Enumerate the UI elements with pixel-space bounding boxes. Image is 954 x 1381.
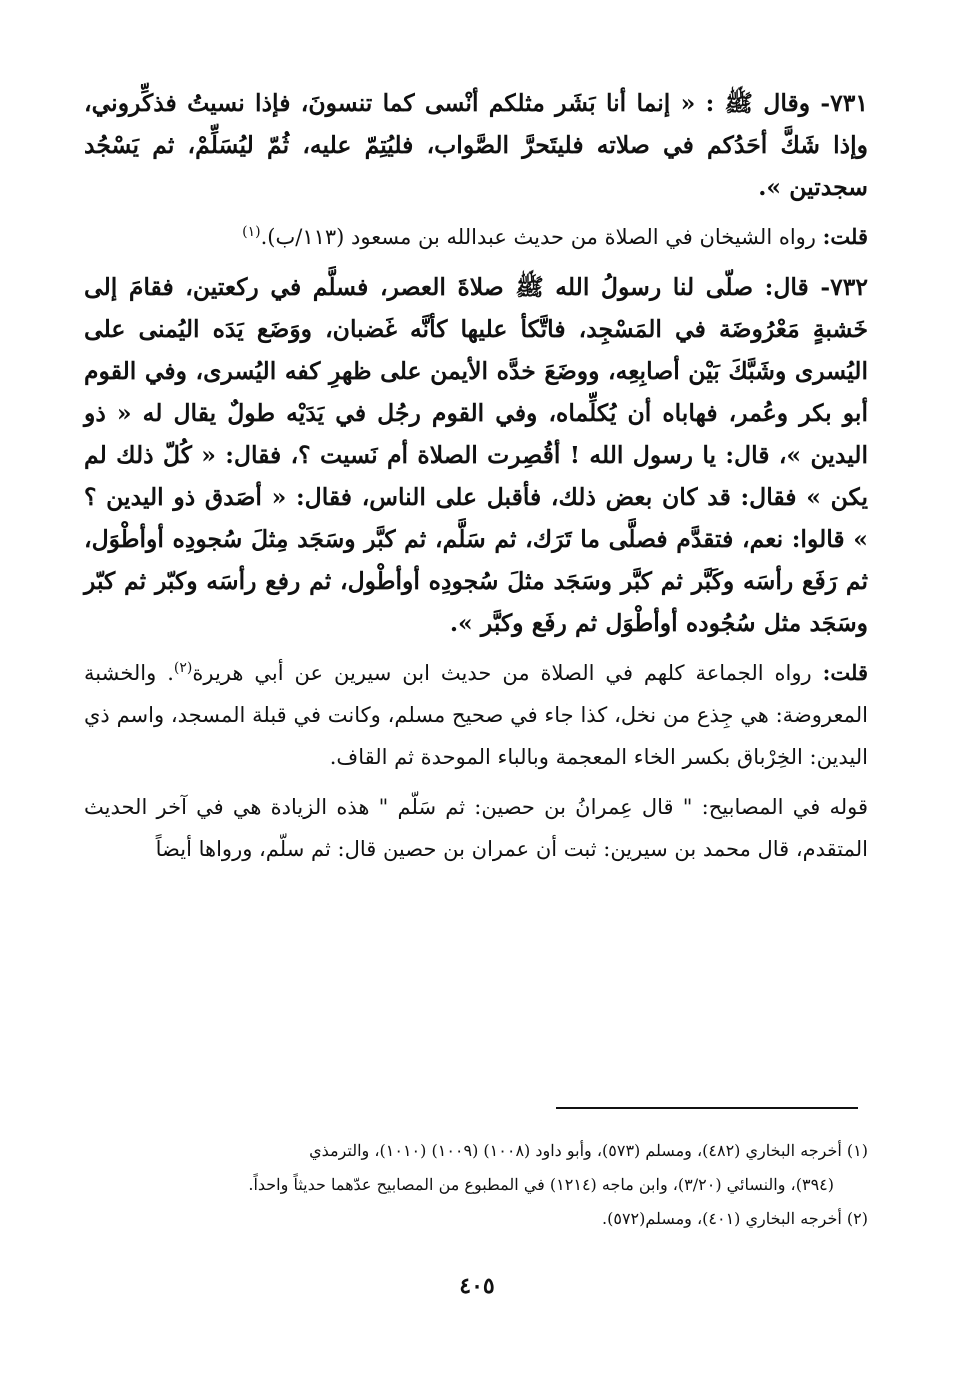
note-label: قلت: (822, 660, 868, 685)
footnote-ref-1[interactable]: (١) (242, 224, 261, 240)
commentary-paragraph (84, 786, 868, 870)
footnote-2 (84, 1202, 868, 1236)
note-731-text: رواه الشيخان في الصلاة من حديث عبدالله بن مسعود (١١٣/ب). (260, 225, 823, 249)
page-number: ٤٠٥ (459, 1273, 495, 1299)
footnote-2-text: (٢) أخرجه البخاري (٤٠١)، ومسلم(٥٧٢). (602, 1209, 868, 1228)
footnote-divider (556, 1107, 858, 1109)
hadith-732-text: ٧٣٢- قال: صلّى لنا رسولُ الله ﷺ صلاةَ العصر، فسلَّم في ركعتين، فقامَ إلى خَشبةٍ مَعْرُوضَة في المَسْجِد، فاتَّكأ عليها كأنَّه غَضبان، ووَضَع يَدَه اليُمنى على اليُسرى وشَبَّكَ بَيْن أصابِعِه، ووضَعَ خدَّه الأيمن على ظهرِ كفه اليُسرى، وفي القوم أبو بكر وعُمر، فهاباه أن يُكلِّماه، وفي القوم رجُل في يَدَيْه طولٌ يقال له « ذو اليدين »، قال: يا رسول الله ! أقُصِرت الصلاة أم نَسيت ؟، فقال: « كُلّ ذلك لم يكن » فقال: قد كان بعض ذلك، فأقبل على الناس، فقال: « أصَدق ذو اليدين ؟ » قالوا: نعم، فتقدَّم فصلَّى ما تَرَك، ثم سَلَّم، ثم كبَّر وسَجَد مِثلَ سُجودِه أوأطْوَل، ثم رَفَع رأسَه وكَبَّر ثم كبَّر وسَجَد مثلَ سُجودِه أوأطْول، ثم رفع رأسَه وكبّر ثم كبّر وسَجَد مثل سُجُوده أوأطْوَل ثم رفَع وكبَّر ». (84, 273, 868, 637)
footnote-1-continuation (84, 1168, 868, 1202)
note-732-text: رواه الجماعة كلهم في الصلاة من حديث ابن سيرين عن أبي هريرة (192, 661, 823, 685)
footnote-ref-2[interactable]: (٢) (173, 660, 193, 676)
note-732 (84, 652, 868, 778)
footnote-1-cont-text: (٣٩٤)، والنسائي (٣/٢٠)، وابن ماجه (١٢١٤) في المطبوع من المصابيح عدّهما حديثاً واحداً. (248, 1175, 834, 1194)
hadith-731-text: ٧٣١- وقال ﷺ : « إنما أنا بَشَر مثلكم أنْسى كما تنسونَ، فإذا نسيتُ فذكِّروني، وإذا شَكَّ أحَدُكم في صلاته فليتَحرَّ الصَّواب، فليُتِمّ عليه، ثُمّ ليُسَلِّمْ، ثم يَسْجُد سجدتين ». (84, 89, 868, 201)
hadith-732 (84, 266, 868, 644)
hadith-731 (84, 82, 868, 208)
footnotes (84, 1134, 868, 1236)
footnote-1 (84, 1134, 868, 1168)
note-731 (84, 216, 868, 258)
main-text (84, 82, 868, 878)
footnote-1-text: (١) أخرجه البخاري (٤٨٢)، ومسلم (٥٧٣)، وأبو داود (١٠٠٨) (١٠٠٩) (١٠١٠)، والترمذي (309, 1141, 868, 1160)
commentary-text: قوله في المصابيح: " قال عِمرانُ بن حصين: ثم سَلّم " هذه الزيادة هي في آخر الحديث المتقدم، قال محمد بن سيرين: ثبت أن عمران بن حصين قال: ثم سلّم، ورواها أيضاً (84, 795, 868, 861)
note-732-continuation: . والخشبة المعروضة: هي جِذع من نخل، كذا جاء في صحيح مسلم، وكانت في قبلة المسجد، واسم ذي اليدين: الخِرْباق بكسر الخاء المعجمة وبالباء الموحدة ثم القاف. (84, 661, 868, 769)
note-label: قلت: (822, 224, 868, 249)
